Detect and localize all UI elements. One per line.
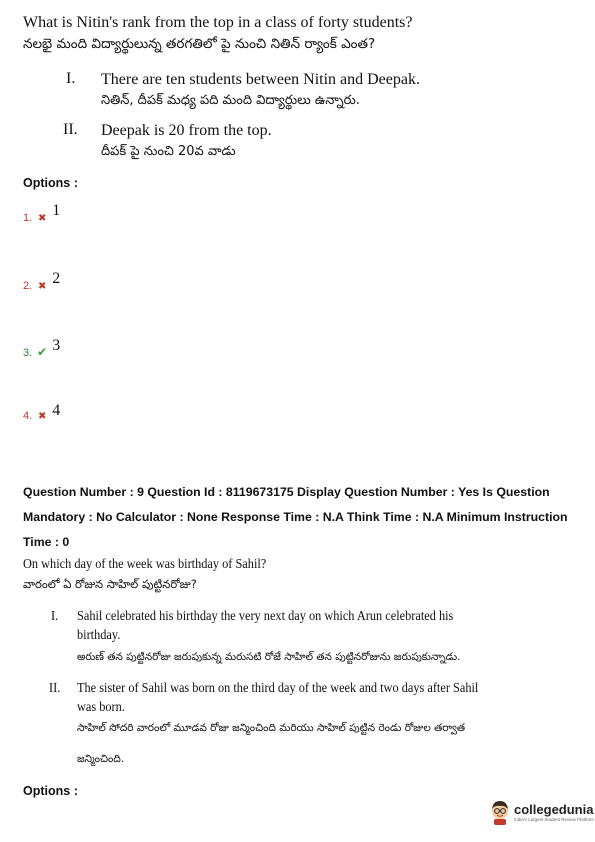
wrong-icon: ✖ bbox=[37, 213, 47, 224]
check-icon: ✔ bbox=[37, 345, 48, 359]
logo-tagline: India's Largest Student Review Platform bbox=[514, 817, 594, 822]
option-4-value: 4 bbox=[52, 402, 61, 419]
q2-statement-2-text-te-1: సాహిల్ సోదరి వారంలో మూడవ రోజు జన్మించింది మరియు సాహిల్ పుట్టిన రెండు రోజుల తర్వాత bbox=[77, 722, 466, 734]
option-2[interactable] bbox=[23, 270, 61, 294]
option-2-number: 2. bbox=[23, 280, 33, 292]
question-meta-line-3: Time : 0 bbox=[23, 535, 70, 549]
statement-2-text-en: Deepak is 20 from the top. bbox=[101, 122, 272, 139]
wrong-icon: ✖ bbox=[37, 281, 47, 292]
option-1[interactable] bbox=[23, 202, 61, 226]
option-4-number: 4. bbox=[23, 410, 33, 422]
statement-2-text-te: దీపక్ పై నుంచి 20వ వాడు bbox=[101, 144, 236, 159]
statement-1-text-te: నితిన్, దీపక్ మధ్య పది మంది విద్యార్థులు ఉన్నారు. bbox=[101, 93, 360, 108]
question-meta-line-1: Question Number : 9 Question Id : 8119673175 Display Question Number : Yes Is Question bbox=[23, 485, 550, 499]
logo-name: collegedunia bbox=[514, 802, 594, 817]
question-meta-line-2: Mandatory : No Calculator : None Response Time : N.A Think Time : N.A Minimum Instruction bbox=[23, 510, 568, 524]
collegedunia-logo bbox=[489, 799, 594, 825]
wrong-icon: ✖ bbox=[37, 411, 47, 422]
q2-statement-2-line-1: The sister of Sahil was born on the third day of the week and two days after Sahil bbox=[77, 681, 479, 696]
option-3-number: 3. bbox=[23, 347, 33, 359]
question-1-text-en: What is Nitin's rank from the top in a class of forty students? bbox=[23, 14, 413, 31]
statement-1-number: I. bbox=[66, 70, 76, 87]
options-label-2: Options : bbox=[23, 784, 78, 798]
mascot-icon bbox=[489, 799, 511, 825]
question-meta bbox=[23, 481, 583, 553]
option-1-value: 1 bbox=[52, 202, 61, 219]
q2-statement-1-number: I. bbox=[51, 609, 59, 624]
q2-statement-1-line-2: birthday. bbox=[77, 628, 121, 643]
q2-statement-1-text-te: అరుణ్ తన పుట్టినరోజు జరుపుకున్న మరుసటి రోజే సాహిల్ తన పుట్టినరోజును జరుపుకున్నాడు. bbox=[77, 651, 461, 663]
question-2-text-te: వారంలో ఏ రోజున సాహిల్ పుట్టినరోజు? bbox=[23, 577, 197, 591]
option-2-value: 2 bbox=[52, 270, 61, 287]
statement-1-text-en: There are ten students between Nitin and Deepak. bbox=[101, 71, 420, 88]
option-4[interactable] bbox=[23, 402, 61, 424]
option-1-number: 1. bbox=[23, 212, 33, 224]
option-3[interactable] bbox=[23, 337, 61, 361]
options-label: Options : bbox=[23, 176, 78, 190]
q2-statement-2-line-2: was born. bbox=[77, 700, 125, 715]
question-2-text-en: On which day of the week was birthday of Sahil? bbox=[23, 557, 267, 572]
q2-statement-1-line-1: Sahil celebrated his birthday the very next day on which Arun celebrated his bbox=[77, 609, 454, 624]
statement-2-number: II. bbox=[63, 121, 78, 138]
q2-statement-2-text-te-2: జన్మించింది. bbox=[77, 753, 125, 765]
q2-statement-2-number: II. bbox=[49, 681, 61, 696]
option-3-value: 3 bbox=[52, 337, 61, 354]
question-1-text-te: నలభై మంది విద్యార్థులున్న తరగతిలో పై నుంచి నితిన్ ర్యాంక్ ఎంత? bbox=[23, 36, 376, 52]
